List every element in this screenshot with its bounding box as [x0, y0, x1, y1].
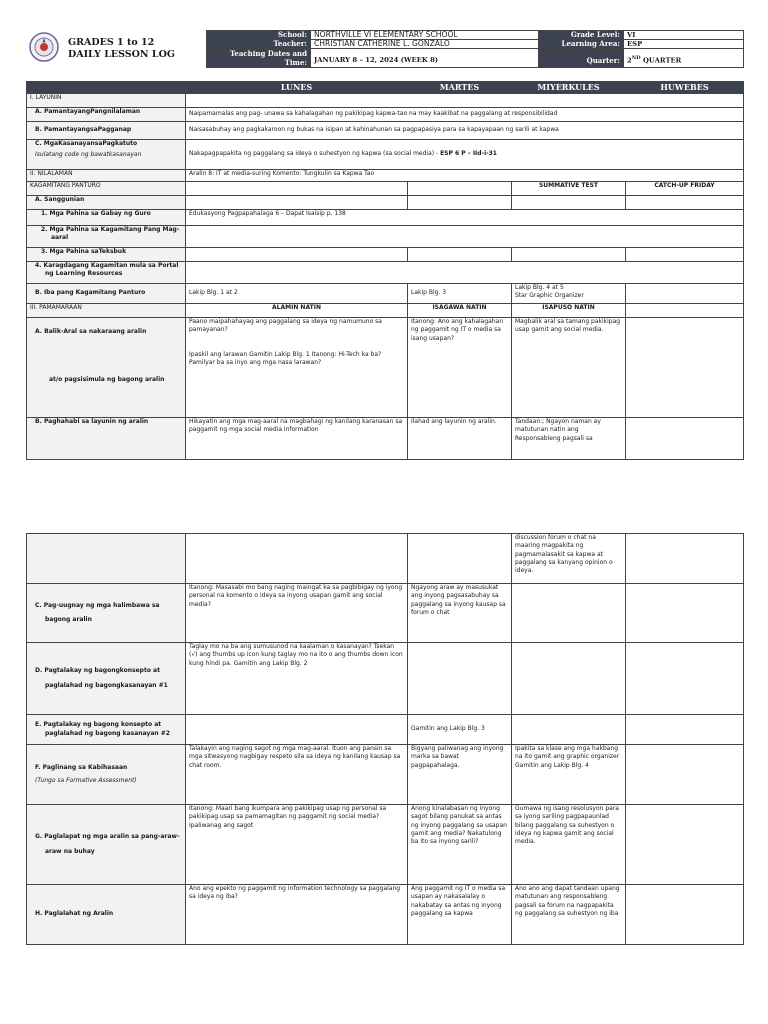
kagamitang-panturo: KAGAMITANG PANTURO	[27, 182, 186, 196]
pamantayang-pagganap-text: Naisasabuhay ang pagkakaroon ng bukas na isipan at kahinahunan sa pagpapasiya para sa kapayapaan ng sarili at kapwa	[186, 122, 744, 140]
teacher-value: CHRISTIAN CATHERINE L. GONZALO	[311, 40, 539, 49]
iba-miyerkules: Lakip Blg. 4 at 5 Star Graphic Organizer	[512, 284, 626, 304]
pag-uugnay-martes: Ngayong araw ay masusukat ang inyong pagsasabuhay sa paggalang sa inyong kausap sa forum o chat	[408, 584, 512, 643]
title-grades: GRADES 1 to 12	[68, 37, 155, 48]
balik-aral-lunes: Paano maipahahayag ang paggalang sa ideya ng namumuno sa pamayanan? Ipaskil ang larawan Gamitin Lakip Blg. 1 Itanong: Hi-Tech ka ba? Pamilyar ba sa inyo ang mga nasa larawan?	[186, 318, 408, 418]
alamin-natin: ALAMIN NATIN	[186, 304, 408, 318]
sanggunian-label: A. Sanggunian	[27, 196, 186, 210]
layunin-blank	[186, 94, 744, 108]
paghahabi-lunes: Hikayatin ang mga mag-aaral na magbahagi ng kanilang karanasan sa paggamit ng mga social media information	[186, 418, 408, 460]
pagtalakay-2-label: E. Pagtalakay ng bagong konsepto at paglalahad ng bagong kasanayan #2	[27, 715, 186, 745]
isapuso-natin: ISAPUSO NATIN	[512, 304, 626, 318]
kagamitang-mag-aaral-label: 2. Mga Pahina sa Kagamitang Pang Mag- aaral	[27, 226, 186, 248]
lesson-table-page-2	[26, 533, 744, 945]
paglalahat-miyerkules: Ano ano ang dapat tandaan upang matutunan ang responsableng pagsali sa forum na nagpapakita ng paggalang sa suhestyon ng iba	[512, 885, 626, 945]
section-nilalaman: II. NILALAMAN	[27, 170, 186, 182]
teacher-label: Teacher:	[207, 40, 311, 49]
kasanayan-sub: Isulatang code ng bawatkasanayan	[35, 151, 142, 159]
iba-pang-kagamitan-label: B. Iba pang Kagamitang Panturo	[27, 284, 186, 304]
quarter-value: 2ND QUARTER	[624, 49, 744, 68]
paglalapat-miyerkules: Gumawa ng isang resolusyon para sa iyong sariling pagpapaunlad bilang paggalang sa suhestyon o ideya ng kapwa gamit ang social media.	[512, 805, 626, 885]
page-2	[0, 533, 768, 953]
pagtalakay-1-label: D. Pagtalakay ng bagongkonsepto at paglalahad ng bagongkasanayan #1	[27, 643, 186, 715]
lesson-table-page-1	[26, 81, 744, 460]
area-value: ESP	[624, 40, 744, 49]
paglinang-lunes: Talakayin ang naging sagot ng mga mag-aaral. Ituon ang pansin sa mga sitwasyong nagbigay respeto sila sa ideya ng kanilang kausap sa chat room.	[186, 745, 408, 805]
school-value: NORTHVILLE VI ELEMENTARY SCHOOL	[311, 31, 539, 40]
pag-uugnay-label: C. Pag-uugnay ng mga halimbawa sa bagong aralin	[27, 584, 186, 643]
gabay-guro-label: 1. Mga Pahina sa Gabay ng Guro	[27, 210, 186, 226]
day-lunes: LUNES	[186, 82, 408, 94]
paglinang-miyerkules: Ipakita sa klase ang mga hakbang na ito gamit ang graphic organizer Gamitin ang Lakip Blg. 4	[512, 745, 626, 805]
paglalahat-label: H. Paglalahat ng Aralin	[27, 885, 186, 945]
school-label: School:	[207, 31, 311, 40]
grade-value: VI	[624, 31, 744, 40]
dates-label: Teaching Dates and Time:	[207, 49, 311, 68]
pag-uugnay-lunes: Itanong: Masasabi mo bang naging maingat ka sa pagbibigay ng iyong personal na komento o ideya sa inyong usapan gamit ang social media?	[186, 584, 408, 643]
pamantayang-pagganap-label: B. PamantayangsaPagganap	[27, 122, 186, 140]
area-label: Learning Area:	[539, 40, 624, 49]
paghahabi-label: B. Paghahabi sa layunin ng aralin	[27, 418, 186, 460]
section-pamamaraan: III. PAMAMARAAN	[27, 304, 186, 318]
day-martes: MARTES	[408, 82, 512, 94]
section-layunin: I. LAYUNIN	[27, 94, 186, 108]
catch-up-friday: CATCH-UP FRIDAY	[626, 182, 744, 196]
kasanayan-label-cell	[27, 140, 186, 170]
pagtalakay-1-lunes: Taglay mo na ba ang sumusunod na kaalaman o kasanayan? Tsekan (√) ang thumbs up icon kung taglay mo na ito o ang thumbs down icon kung hindi pa. Gamitin ang Lakip Blg. 2	[186, 643, 408, 715]
page-1	[0, 0, 768, 470]
paglalahat-martes: Ang paggamit ng IT o media sa usapan ay nakasalalay o nakabatay sa antas ng inyong paggalang sa kapwa	[408, 885, 512, 945]
day-huwebes: HUWEBES	[626, 82, 744, 94]
paglinang-martes: Bigyang paliwanag ang inyong marka sa bawat pagpapahalaga.	[408, 745, 512, 805]
paglalapat-lunes: Itanong: Maari bang ikumpara ang pakikipag usap ng personal sa pakikipag usap sa pamamagitan ng paggamit ng social media?Ipaliwanag ang sagot	[186, 805, 408, 885]
paglalapat-martes: Anong kinalabasan ng inyong sagot bilang panukat sa antas ng inyong paggalang sa usapan gamit ang media? Nakatulong ba ito sa inyong sarili?	[408, 805, 512, 885]
kasanayan-label: C. MgaKasanayansaPagkatuto	[35, 140, 138, 147]
title-daily-lesson-log: DAILY LESSON LOG	[68, 49, 175, 60]
iba-martes: Lakip Blg. 3	[408, 284, 512, 304]
quarter-label: Quarter:	[539, 49, 624, 68]
day-miyerkules: MIYERKULES	[512, 82, 626, 94]
balik-aral-martes: Itanong: Ano ang kahalagahan ng paggamit ng IT o media sa isang usapan?	[408, 318, 512, 418]
gabay-guro-text: Edukasyong Pagpapahalaga 6 – Dapat Isaisip p. 138	[186, 210, 744, 226]
continued-miyerkules: discussion forum o chat na maaring magpakita ng pagmamalasakit sa kapwa at paggalang sa kanyang opinion o ideya.	[512, 534, 626, 584]
teksbuk-label: 3. Mga Pahina saTeksbuk	[27, 248, 186, 262]
pamantayang-pangnilalaman-label: A. PamantayangPangnilalaman	[27, 108, 186, 122]
paglalahat-lunes: Ano ang epekto ng paggamit ng information technology sa paggalang sa ideya ng iba?	[186, 885, 408, 945]
header-info-table	[206, 30, 744, 68]
iba-lunes: Lakip Blg. 1 at 2	[186, 284, 408, 304]
paghahabi-martes: Ilahad ang layunin ng aralin.	[408, 418, 512, 460]
pamantayang-pangnilalaman-text: Naipamamalas ang pag- unawa sa kahalagahan ng pakikipag kapwa-tao na may kaakibat na paggalang at responsibilidad	[186, 108, 744, 122]
dates-value: JANUARY 8 – 12, 2024 (WEEK 8)	[311, 49, 539, 68]
kasanayan-text-cell: Nakapagpapakita ng paggalang sa ideya o suhestyon ng kapwa (sa social media) - ESP 6 P – IId-i-31	[186, 140, 744, 170]
paglalapat-label: G. Paglalapat ng mga aralin sa pang-araw- araw na buhay	[27, 805, 186, 885]
summative-test: SUMMATIVE TEST	[512, 182, 626, 196]
balik-aral-miyerkules: Magbalik aral sa tamang pakikipag usap gamit ang social media.	[512, 318, 626, 418]
paghahabi-miyerkules: Tandaan:; Ngayon naman ay matutunan natin ang Responsableng pagsali sa	[512, 418, 626, 460]
blank-header-cell	[27, 82, 186, 94]
deped-seal-logo	[29, 32, 59, 62]
balik-aral-label-cell: A. Balik-Aral sa nakaraang aralin at/o pagsisimula ng bagong aralin	[27, 318, 186, 418]
nilalaman-text: Aralin 8: IT at media-suring Komento: Tungkulin sa Kapwa Tao	[186, 170, 744, 182]
grade-label: Grade Level:	[539, 31, 624, 40]
pagtalakay-2-martes: Gamitin ang Lakip Blg. 3	[408, 715, 512, 745]
paglinang-label: F. Paglinang sa Kabihasaan (Tungo sa Formative Assessment)	[27, 745, 186, 805]
isagawa-natin: ISAGAWA NATIN	[408, 304, 512, 318]
portal-label: 4. Karagdagang Kagamitan mula sa Portal ng Learning Resources	[27, 262, 186, 284]
